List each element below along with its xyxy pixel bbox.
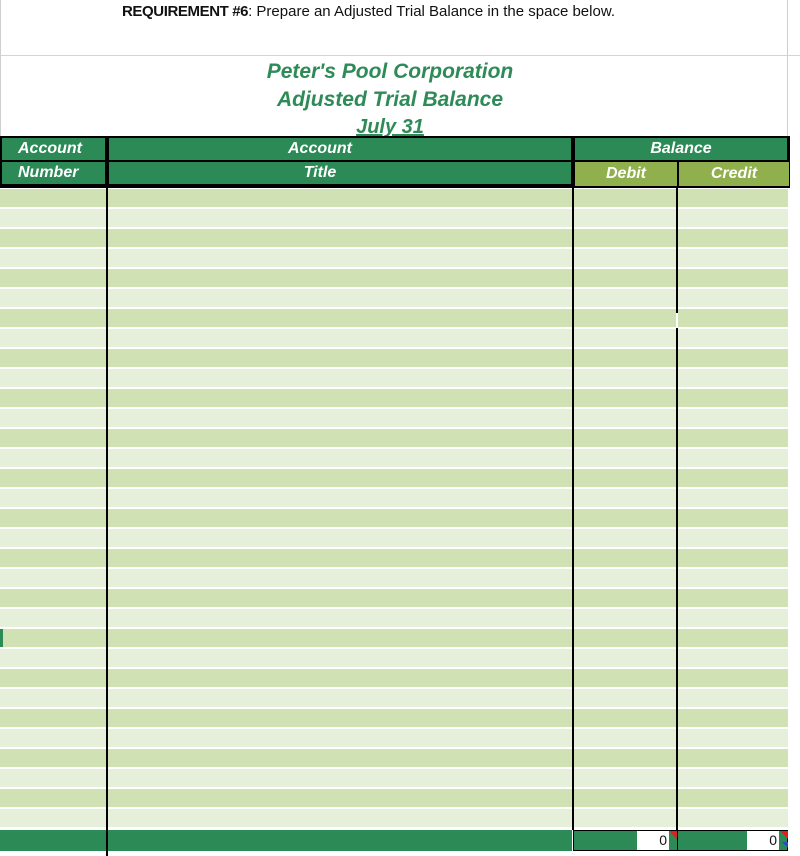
- account-title-cell[interactable]: [108, 709, 572, 727]
- table-row: [0, 369, 800, 389]
- left-grid-line: [0, 0, 1, 136]
- account-number-cell[interactable]: [0, 209, 106, 227]
- credit-cell[interactable]: [678, 529, 788, 547]
- table-row: [0, 709, 800, 729]
- table-row: [0, 409, 800, 429]
- debit-cell[interactable]: [574, 669, 676, 687]
- table-row: [0, 349, 800, 369]
- credit-cell[interactable]: [678, 189, 788, 207]
- credit-cell[interactable]: [678, 809, 788, 827]
- account-number-cell[interactable]: [0, 529, 106, 547]
- debit-cell[interactable]: [574, 229, 676, 247]
- debit-cell[interactable]: [574, 309, 676, 327]
- account-number-cell[interactable]: [0, 669, 106, 687]
- account-title-cell[interactable]: [108, 509, 572, 527]
- requirement-label: REQUIREMENT #6: [122, 3, 249, 20]
- account-number-cell[interactable]: [0, 549, 106, 567]
- account-number-cell[interactable]: [0, 769, 106, 787]
- credit-cell[interactable]: [678, 309, 788, 327]
- header-balance: Balance: [575, 138, 787, 160]
- debit-cell[interactable]: [574, 649, 676, 667]
- account-title-cell[interactable]: [108, 409, 572, 427]
- credit-cell[interactable]: [678, 509, 788, 527]
- debit-cell[interactable]: [574, 549, 676, 567]
- account-title-cell[interactable]: [108, 329, 572, 347]
- account-number-cell[interactable]: [0, 249, 106, 267]
- table-row: [0, 809, 800, 829]
- account-number-cell[interactable]: [0, 569, 106, 587]
- debit-cell[interactable]: [574, 689, 676, 707]
- debit-cell[interactable]: [574, 589, 676, 607]
- header-account-title-2: Title: [109, 162, 571, 184]
- debit-cell[interactable]: [574, 209, 676, 227]
- requirement-line: [122, 3, 615, 20]
- account-number-cell[interactable]: [0, 709, 106, 727]
- requirement-text: : Prepare an Adjusted Trial Balance in the space below.: [248, 3, 615, 20]
- account-title-cell[interactable]: [108, 469, 572, 487]
- table-row: [0, 469, 800, 489]
- account-title-cell[interactable]: [108, 529, 572, 547]
- credit-cell[interactable]: [678, 729, 788, 747]
- credit-cell[interactable]: [678, 629, 788, 647]
- header-account-number-2: Number: [2, 162, 105, 184]
- credit-cell[interactable]: [678, 709, 788, 727]
- debit-cell[interactable]: [574, 489, 676, 507]
- account-number-cell[interactable]: [0, 729, 106, 747]
- credit-cell[interactable]: [678, 369, 788, 387]
- credit-cell[interactable]: [678, 669, 788, 687]
- debit-cell[interactable]: [574, 349, 676, 367]
- credit-cell[interactable]: [678, 449, 788, 467]
- row-selection-mark: [0, 629, 3, 647]
- credit-cell[interactable]: [678, 789, 788, 807]
- account-title-cell[interactable]: [108, 309, 572, 327]
- table-row: [0, 309, 800, 329]
- debit-cell[interactable]: [574, 429, 676, 447]
- account-title-cell[interactable]: [108, 569, 572, 587]
- account-title-cell[interactable]: [108, 229, 572, 247]
- comment-indicator-icon: [780, 831, 788, 839]
- table-row: [0, 529, 800, 549]
- debit-cell[interactable]: [574, 749, 676, 767]
- table-row: [0, 269, 800, 289]
- table-row: [0, 289, 800, 309]
- account-title-cell[interactable]: [108, 609, 572, 627]
- account-title-cell[interactable]: [108, 689, 572, 707]
- account-number-cell[interactable]: [0, 649, 106, 667]
- total-credit-value: 0: [747, 831, 779, 850]
- debit-cell[interactable]: [574, 789, 676, 807]
- border-number-title: [106, 188, 108, 856]
- error-indicator-icon: [782, 842, 788, 848]
- account-number-cell[interactable]: [0, 269, 106, 287]
- table-row: [0, 689, 800, 709]
- account-number-cell[interactable]: [0, 749, 106, 767]
- credit-cell[interactable]: [678, 209, 788, 227]
- debit-cell[interactable]: [574, 329, 676, 347]
- table-row: [0, 509, 800, 529]
- credit-cell[interactable]: [678, 609, 788, 627]
- account-number-cell[interactable]: [0, 429, 106, 447]
- total-number-cell: [0, 830, 106, 851]
- debit-cell[interactable]: [574, 469, 676, 487]
- account-title-cell[interactable]: [108, 749, 572, 767]
- credit-cell[interactable]: [678, 569, 788, 587]
- credit-cell[interactable]: [678, 329, 788, 347]
- credit-cell[interactable]: [678, 269, 788, 287]
- table-row: [0, 729, 800, 749]
- debit-cell[interactable]: [574, 449, 676, 467]
- table-row: [0, 749, 800, 769]
- statement-date: July 31: [356, 116, 424, 136]
- table-row: [0, 669, 800, 689]
- debit-cell[interactable]: [574, 289, 676, 307]
- account-number-cell[interactable]: [0, 689, 106, 707]
- account-title-cell[interactable]: [108, 289, 572, 307]
- account-number-cell[interactable]: [0, 809, 106, 827]
- account-title-cell[interactable]: [108, 209, 572, 227]
- header-debit: Debit: [575, 162, 677, 186]
- debit-cell[interactable]: [574, 529, 676, 547]
- account-number-cell[interactable]: [0, 789, 106, 807]
- table-row: [0, 769, 800, 789]
- account-title-cell[interactable]: [108, 349, 572, 367]
- table-row: [0, 589, 800, 609]
- account-number-cell[interactable]: [0, 589, 106, 607]
- credit-cell[interactable]: [678, 769, 788, 787]
- table-row: [0, 489, 800, 509]
- debit-cell[interactable]: [574, 709, 676, 727]
- total-debit-value: 0: [637, 831, 669, 850]
- account-title-cell[interactable]: [108, 449, 572, 467]
- account-number-cell[interactable]: [0, 349, 106, 367]
- credit-cell[interactable]: [678, 589, 788, 607]
- header-account-title-1: Account: [109, 138, 571, 160]
- debit-cell[interactable]: [574, 809, 676, 827]
- debit-cell[interactable]: [574, 269, 676, 287]
- debit-cell[interactable]: [574, 369, 676, 387]
- debit-cell[interactable]: [574, 609, 676, 627]
- account-number-cell[interactable]: [0, 449, 106, 467]
- table-row: [0, 329, 800, 349]
- account-title-cell[interactable]: [108, 549, 572, 567]
- total-title-cell: [108, 830, 572, 851]
- account-number-cell[interactable]: [0, 189, 106, 207]
- border-title-debit: [572, 188, 574, 830]
- account-title-cell[interactable]: [108, 489, 572, 507]
- account-title-cell[interactable]: [108, 429, 572, 447]
- credit-cell[interactable]: [678, 409, 788, 427]
- account-number-cell[interactable]: [0, 509, 106, 527]
- account-title-cell[interactable]: [108, 769, 572, 787]
- table-row: [0, 649, 800, 669]
- table-row: [0, 789, 800, 809]
- account-title-cell[interactable]: [108, 589, 572, 607]
- debit-cell[interactable]: [574, 409, 676, 427]
- table-row: [0, 449, 800, 469]
- account-title-cell[interactable]: [108, 629, 572, 647]
- credit-cell[interactable]: [678, 549, 788, 567]
- account-number-cell[interactable]: [0, 289, 106, 307]
- credit-cell[interactable]: [678, 349, 788, 367]
- border-debit-credit-upper: [676, 188, 678, 313]
- credit-cell[interactable]: [678, 749, 788, 767]
- account-number-cell[interactable]: [0, 329, 106, 347]
- account-number-cell[interactable]: [0, 409, 106, 427]
- header-account-number-1: Account: [2, 138, 105, 160]
- debit-cell[interactable]: [574, 389, 676, 407]
- table-row: [0, 609, 800, 629]
- credit-cell[interactable]: [678, 649, 788, 667]
- account-number-cell[interactable]: [0, 309, 106, 327]
- credit-cell[interactable]: [678, 469, 788, 487]
- table-row: [0, 209, 800, 229]
- account-title-cell[interactable]: [108, 249, 572, 267]
- credit-cell[interactable]: [678, 489, 788, 507]
- header-credit: Credit: [679, 162, 789, 186]
- account-title-cell[interactable]: [108, 729, 572, 747]
- right-grid-line: [787, 0, 788, 136]
- account-number-cell[interactable]: [0, 229, 106, 247]
- credit-cell[interactable]: [678, 229, 788, 247]
- table-row: [0, 389, 800, 409]
- table-row: [0, 229, 800, 249]
- account-number-cell[interactable]: [0, 469, 106, 487]
- total-debit-cell[interactable]: [573, 830, 678, 851]
- debit-cell[interactable]: [574, 249, 676, 267]
- account-title-cell[interactable]: [108, 809, 572, 827]
- debit-cell[interactable]: [574, 729, 676, 747]
- account-number-cell[interactable]: [0, 369, 106, 387]
- account-title-cell[interactable]: [108, 649, 572, 667]
- debit-cell[interactable]: [574, 769, 676, 787]
- debit-cell[interactable]: [574, 569, 676, 587]
- credit-cell[interactable]: [678, 429, 788, 447]
- account-number-cell[interactable]: [0, 389, 106, 407]
- table-row: [0, 189, 800, 209]
- account-title-cell[interactable]: [108, 669, 572, 687]
- table-row: [0, 629, 800, 649]
- company-name: Peter's Pool Corporation: [266, 60, 514, 83]
- credit-cell[interactable]: [678, 249, 788, 267]
- row-divider: [0, 55, 800, 56]
- account-number-cell[interactable]: [0, 489, 106, 507]
- account-number-cell[interactable]: [0, 629, 106, 647]
- table-row: [0, 249, 800, 269]
- credit-cell[interactable]: [678, 689, 788, 707]
- statement-title: Adjusted Trial Balance: [276, 88, 504, 111]
- account-title-cell[interactable]: [108, 789, 572, 807]
- account-title-cell[interactable]: [108, 269, 572, 287]
- total-credit-cell[interactable]: [677, 830, 788, 851]
- debit-cell[interactable]: [574, 509, 676, 527]
- account-number-cell[interactable]: [0, 609, 106, 627]
- account-title-cell[interactable]: [108, 369, 572, 387]
- table-row: [0, 549, 800, 569]
- table-row: [0, 429, 800, 449]
- border-debit-credit-lower: [676, 328, 678, 830]
- comment-indicator-icon: [669, 831, 677, 839]
- credit-cell[interactable]: [678, 389, 788, 407]
- account-title-cell[interactable]: [108, 389, 572, 407]
- table-row: [0, 569, 800, 589]
- debit-cell[interactable]: [574, 629, 676, 647]
- debit-cell[interactable]: [574, 189, 676, 207]
- credit-cell[interactable]: [678, 289, 788, 307]
- account-title-cell[interactable]: [108, 189, 572, 207]
